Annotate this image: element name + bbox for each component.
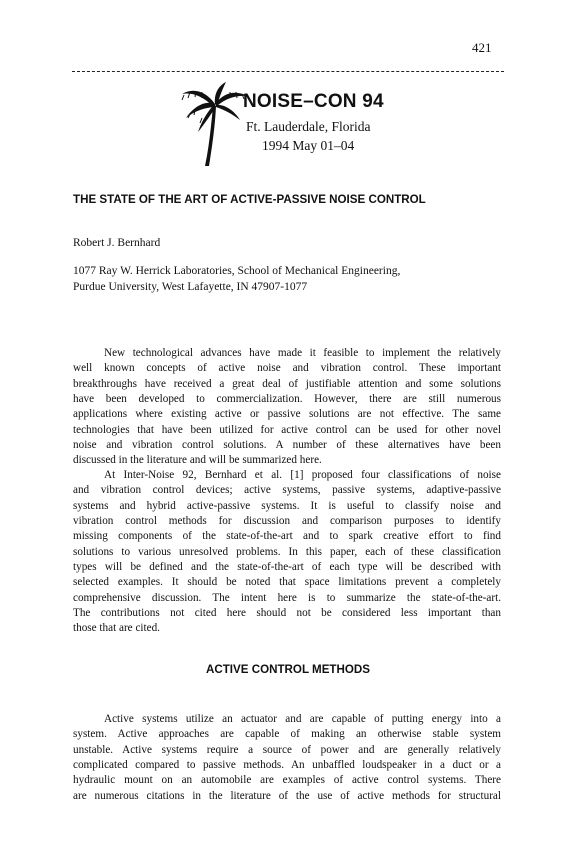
text-line: complicated compared to passive methods. An unbaffled loudspeaker in a duct or a [73, 759, 501, 772]
text-line: are numerous citations in the literature of the use of active methods for structural [73, 789, 501, 802]
body-paragraph [73, 346, 501, 469]
text-line: hydraulic mount on an automobile are examples of active control systems. There [73, 774, 501, 787]
text-line: Active systems utilize an actuator and are capable of putting energy into a [104, 713, 501, 725]
text-line: noise and vibration control solutions. A number of these alternatives have been [73, 439, 501, 452]
text-line: well known concepts of active noise and vibration control. These important [73, 362, 501, 375]
affiliation-line: Purdue University, West Lafayette, IN 47907-1077 [73, 281, 308, 293]
paper-title: THE STATE OF THE ART OF ACTIVE-PASSIVE NOISE CONTROL [73, 193, 426, 206]
text-line: comprehensive discussion. The intent here is to summarize the state-of-the-art. [73, 591, 501, 604]
text-line: New technological advances have made it feasible to implement the relatively [104, 347, 501, 359]
page-number: 421 [472, 40, 492, 55]
text-line: selected examples. It should be noted that space limitations prevent a completely [73, 576, 501, 589]
text-line: system. Active approaches are capable of making an otherwise stable system [73, 728, 501, 741]
text-line: The contributions not cited here should not be considered less important than [73, 607, 501, 620]
conference-date: 1994 May 01–04 [262, 138, 355, 153]
text-line: vibration control methods for discussion and comparison purposes to identify [73, 515, 501, 528]
text-line: At Inter-Noise 92, Bernhard et al. [1] proposed four classifications of noise [104, 469, 501, 481]
text-line: and vibration control devices; active systems, passive systems, adaptive-passive [73, 484, 501, 497]
text-line: have been developed to commercialization. However, there are still numerous [73, 393, 501, 406]
text-line: breakthroughs have received a great deal of justifiable attention and some solutions [73, 377, 501, 390]
text-line: technologies that have been utilized for active control can be used for other novel [73, 423, 501, 436]
palm-tree-icon [180, 82, 250, 167]
body-paragraph [73, 468, 501, 637]
author-name: Robert J. Bernhard [73, 237, 161, 249]
conference-name: NOISE–CON 94 [243, 91, 384, 112]
text-line: unstable. Active systems require a source of power and are generally relatively [73, 743, 501, 756]
header-rule [72, 71, 504, 72]
text-line: solutions to various unresolved problems. In this paper, each of these classification [73, 545, 501, 558]
text-line: types will be defined and the state-of-the-art of each type will be described with [73, 561, 501, 574]
body-paragraph [73, 712, 501, 804]
affiliation-line: 1077 Ray W. Herrick Laboratories, School of Mechanical Engineering, [73, 265, 401, 277]
text-line: discussed in the literature and will be summarized here. [73, 454, 322, 467]
text-line: applications where existing active or passive solutions are not effective. The same [73, 408, 501, 421]
conference-location: Ft. Lauderdale, Florida [246, 119, 371, 134]
section-heading: ACTIVE CONTROL METHODS [205, 663, 371, 676]
text-line: those that are cited. [73, 622, 160, 635]
text-line: missing components of the state-of-the-art and to spark creative effort to find [73, 530, 501, 543]
text-line: systems and hybrid active-passive systems. It is useful to classify noise and [73, 499, 501, 512]
